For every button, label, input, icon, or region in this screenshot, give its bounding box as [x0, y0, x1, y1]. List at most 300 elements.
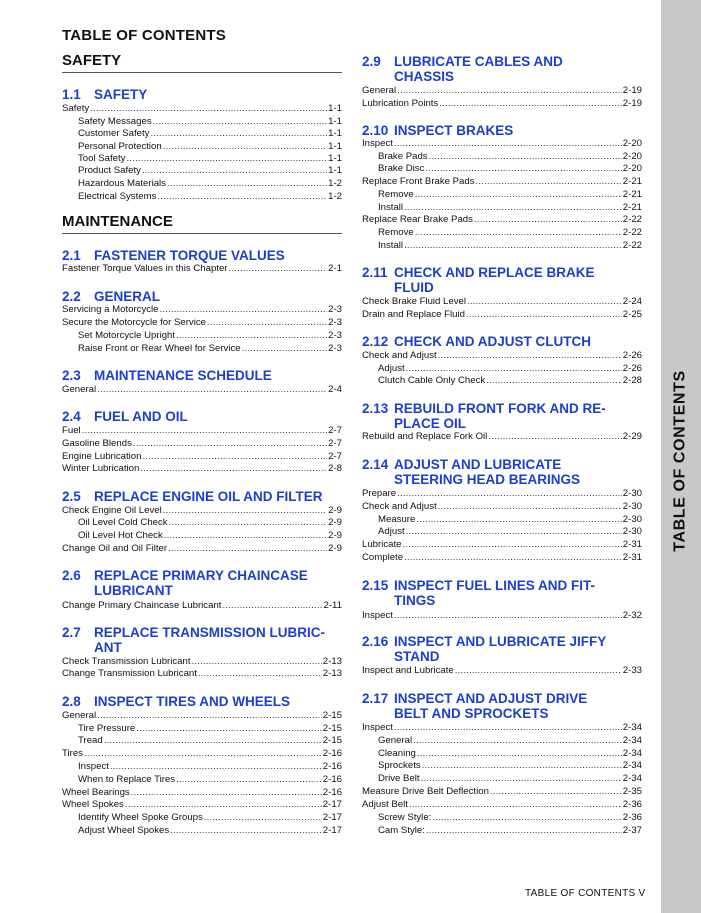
section-title-line: BELT AND SPROCKETS — [394, 706, 549, 721]
toc-page-number: 2-34 — [622, 773, 642, 784]
toc-entry[interactable] — [78, 165, 342, 177]
toc-entry[interactable] — [78, 825, 342, 837]
toc-entry-title: Prepare — [362, 488, 397, 499]
toc-page-number: 2-26 — [622, 350, 642, 361]
toc-entry[interactable] — [378, 163, 642, 175]
toc-entry-title: Lubricate — [362, 539, 402, 550]
toc-page-number: 2-9 — [328, 530, 342, 541]
section-heading[interactable] — [62, 368, 342, 383]
toc-entry[interactable] — [378, 189, 642, 201]
section-heading[interactable] — [362, 634, 642, 664]
toc-entry[interactable] — [62, 799, 342, 811]
dot-leader — [397, 488, 622, 500]
toc-entry[interactable] — [362, 552, 642, 564]
toc-entry-title: Cleaning — [378, 748, 416, 759]
dot-leader — [110, 761, 322, 773]
dot-leader — [157, 191, 327, 203]
toc-entry[interactable] — [62, 451, 342, 463]
section-heading[interactable] — [62, 87, 342, 102]
dot-leader — [466, 309, 622, 321]
toc-page-number: 1-1 — [328, 103, 342, 114]
dot-leader — [416, 514, 621, 526]
dot-leader — [429, 151, 622, 163]
section-number: 2.10 — [362, 123, 389, 138]
toc-entry-title: Inspect — [362, 722, 393, 733]
dot-leader — [126, 153, 327, 165]
toc-entry-title: Clutch Cable Only Check — [378, 375, 486, 386]
section-number: 2.11 — [362, 265, 388, 280]
toc-entry[interactable] — [362, 214, 642, 226]
toc-entry-title: Replace Front Brake Pads — [362, 176, 475, 187]
section-number: 2.7 — [62, 625, 81, 640]
toc-page-number: 2-22 — [622, 240, 642, 251]
toc-entry[interactable] — [362, 176, 642, 188]
toc-page-number: 2-16 — [322, 748, 342, 759]
toc-entry[interactable] — [62, 103, 342, 115]
toc-entry[interactable] — [362, 610, 642, 622]
toc-entry[interactable] — [362, 722, 642, 734]
toc-entry[interactable] — [378, 227, 642, 239]
toc-entry-title: General — [378, 735, 413, 746]
section-heading[interactable] — [62, 409, 342, 424]
dot-leader — [125, 799, 322, 811]
section-title-line: INSPECT AND ADJUST DRIVE — [394, 691, 588, 706]
toc-page-number: 2-15 — [322, 710, 342, 721]
dot-leader — [404, 240, 622, 252]
toc-entry-title: Adjust Belt — [362, 799, 408, 810]
toc-entry-title: General — [362, 85, 397, 96]
toc-page-number: 2-30 — [622, 501, 642, 512]
toc-entry-title: Adjust Wheel Spokes — [78, 825, 170, 836]
toc-entry-title: Sprockets — [378, 760, 421, 771]
section-title-line: FUEL AND OIL — [94, 409, 188, 424]
toc-entry[interactable] — [362, 309, 642, 321]
toc-entry-title: Change Primary Chaincase Lubricant — [62, 600, 222, 611]
toc-page-number: 2-7 — [328, 451, 342, 462]
dot-leader — [192, 656, 322, 668]
toc-page-number: 2-11 — [323, 600, 342, 611]
toc-page-number: 2-20 — [622, 138, 642, 149]
toc-entry-title: Gasoline Blends — [62, 438, 132, 449]
dot-leader — [242, 343, 328, 355]
toc-entry[interactable] — [362, 488, 642, 500]
dot-leader — [207, 317, 327, 329]
section-title-line: CHASSIS — [394, 69, 455, 84]
toc-entry[interactable] — [362, 799, 642, 811]
section-heading[interactable] — [62, 489, 342, 504]
toc-entry[interactable] — [78, 761, 342, 773]
section-heading[interactable] — [362, 578, 642, 608]
section-title-line: STAND — [394, 649, 440, 664]
toc-page-number: 1-1 — [328, 128, 342, 139]
section-heading[interactable] — [62, 289, 342, 304]
toc-page-number: 2-7 — [328, 438, 342, 449]
toc-entry[interactable] — [62, 317, 342, 329]
dot-leader — [142, 165, 327, 177]
section-title-line: REPLACE PRIMARY CHAINCASE — [94, 568, 308, 583]
dot-leader — [402, 539, 621, 551]
toc-page-number: 2-35 — [622, 786, 642, 797]
dot-leader — [163, 505, 327, 517]
dot-leader — [169, 517, 328, 529]
dot-leader — [176, 774, 322, 786]
toc-page-number: 2-9 — [328, 543, 342, 554]
toc-entry-title: Replace Rear Brake Pads — [362, 214, 473, 225]
dot-leader — [164, 530, 327, 542]
toc-entry[interactable] — [78, 774, 342, 786]
toc-entry-title: Personal Protection — [78, 141, 162, 152]
toc-page-number: 2-8 — [328, 463, 342, 474]
toc-entry[interactable] — [378, 773, 642, 785]
toc-entry-title: Check Brake Fluid Level — [362, 296, 466, 307]
section-number: 2.8 — [62, 694, 81, 709]
toc-entry[interactable] — [62, 263, 342, 275]
section-title-line: FLUID — [394, 280, 434, 295]
toc-entry-title: Screw Style: — [378, 812, 432, 823]
dot-leader — [394, 722, 622, 734]
toc-entry[interactable] — [362, 665, 642, 677]
dot-leader — [140, 463, 327, 475]
toc-entry[interactable] — [378, 760, 642, 772]
toc-entry-title: Remove — [378, 189, 414, 200]
toc-entry[interactable] — [62, 543, 342, 555]
toc-entry[interactable] — [362, 786, 642, 798]
dot-leader — [176, 330, 327, 342]
section-number: 2.13 — [362, 401, 389, 416]
toc-entry[interactable] — [378, 812, 642, 824]
toc-page-number: 2-4 — [328, 384, 342, 395]
dot-leader — [421, 773, 622, 785]
toc-page-number: 2-13 — [322, 668, 342, 679]
toc-page-number: 2-16 — [322, 761, 342, 772]
dot-leader — [170, 825, 322, 837]
dot-leader — [417, 748, 622, 760]
toc-entry[interactable] — [362, 138, 642, 150]
toc-entry[interactable] — [378, 363, 642, 375]
toc-entry[interactable] — [62, 748, 342, 760]
toc-entry-title: Winter Lubrication — [62, 463, 140, 474]
dot-leader — [222, 600, 322, 612]
dot-leader — [488, 431, 621, 443]
toc-page-number: 2-29 — [622, 431, 642, 442]
dot-leader — [204, 812, 322, 824]
toc-entry[interactable] — [378, 735, 642, 747]
toc-entry[interactable] — [62, 438, 342, 450]
section-number: 2.2 — [62, 289, 81, 304]
dot-leader — [404, 552, 622, 564]
toc-entry[interactable] — [78, 141, 342, 153]
toc-entry[interactable] — [62, 425, 342, 437]
toc-page-number: 2-22 — [622, 227, 642, 238]
toc-entry[interactable] — [62, 384, 342, 396]
section-title-line: CHECK AND REPLACE BRAKE — [394, 265, 595, 280]
toc-entry-title: Tool Safety — [78, 153, 126, 164]
toc-entry[interactable] — [62, 505, 342, 517]
toc-entry-title: Engine Lubrication — [62, 451, 142, 462]
toc-entry-title: General — [62, 384, 97, 395]
toc-entry-title: Oil Level Hot Check — [78, 530, 163, 541]
toc-entry-title: Electrical Systems — [78, 191, 157, 202]
toc-page-number: 2-28 — [622, 375, 642, 386]
toc-page-number: 2-17 — [322, 799, 342, 810]
toc-page-number: 2-21 — [622, 176, 642, 187]
toc-page-number: 2-7 — [328, 425, 342, 436]
section-heading[interactable] — [362, 265, 642, 295]
section-heading[interactable] — [62, 694, 342, 709]
toc-page-number: 2-17 — [322, 825, 342, 836]
toc-entry-title: Tires — [62, 748, 83, 759]
toc-entry-title: Change Transmission Lubricant — [62, 668, 197, 679]
toc-page-number: 1-2 — [328, 178, 342, 189]
toc-entry[interactable] — [362, 85, 642, 97]
section-number: 2.9 — [362, 54, 381, 69]
toc-entry-title: Safety Messages — [78, 116, 152, 127]
toc-entry-title: Secure the Motorcycle for Service — [62, 317, 206, 328]
section-title-line: REPLACE TRANSMISSION LUBRIC- — [94, 625, 326, 640]
dot-leader — [142, 451, 327, 463]
chapter-heading: SAFETY — [62, 52, 342, 73]
section-title-line: REBUILD FRONT FORK AND RE- — [394, 401, 606, 416]
section-heading[interactable] — [362, 123, 642, 138]
toc-entry-title: Brake Pads — [378, 151, 428, 162]
toc-page-number: 2-33 — [622, 665, 642, 676]
toc-entry[interactable] — [78, 723, 342, 735]
section-number: 1.1 — [62, 87, 81, 102]
section-number: 2.17 — [362, 691, 389, 706]
dot-leader — [438, 501, 622, 513]
toc-entry-title: Measure — [378, 514, 416, 525]
toc-entry[interactable] — [62, 710, 342, 722]
section-heading[interactable] — [62, 625, 342, 655]
toc-page-number: 2-37 — [622, 825, 642, 836]
toc-entry[interactable] — [62, 600, 342, 612]
toc-entry-title: Inspect — [362, 610, 393, 621]
dot-leader — [490, 786, 622, 798]
dot-leader — [432, 812, 621, 824]
toc-entry-title: Identify Wheel Spoke Groups — [78, 812, 203, 823]
section-heading[interactable] — [362, 334, 642, 349]
toc-entry[interactable] — [78, 128, 342, 140]
dot-leader — [168, 543, 327, 555]
section-number: 2.14 — [362, 457, 389, 472]
toc-page-number: 2-22 — [622, 214, 642, 225]
toc-entry[interactable] — [78, 343, 342, 355]
dot-leader — [413, 735, 622, 747]
section-title-line: INSPECT AND LUBRICATE JIFFY — [394, 634, 607, 649]
dot-leader — [397, 85, 622, 97]
dot-leader — [438, 350, 622, 362]
toc-entry-title: Install — [378, 240, 404, 251]
section-title-line: MAINTENANCE SCHEDULE — [94, 368, 272, 383]
toc-entry-title: Measure Drive Belt Deflection — [362, 786, 489, 797]
dot-leader — [153, 116, 328, 128]
toc-entry[interactable] — [62, 304, 342, 316]
dot-leader — [97, 710, 322, 722]
toc-entry-title: Inspect and Lubricate — [362, 665, 454, 676]
toc-entry[interactable] — [362, 539, 642, 551]
dot-leader — [90, 103, 327, 115]
toc-page-number: 1-1 — [328, 153, 342, 164]
toc-entry-title: Raise Front or Rear Wheel for Service — [78, 343, 241, 354]
toc-entry[interactable] — [362, 501, 642, 513]
toc-entry-title: Cam Style: — [378, 825, 425, 836]
toc-page-number: 2-30 — [622, 526, 642, 537]
section-title-line: FASTENER TORQUE VALUES — [94, 248, 285, 263]
toc-page-number: 2-36 — [622, 812, 642, 823]
toc-page-number: 2-31 — [622, 539, 642, 550]
toc-entry-title: Adjust — [378, 363, 405, 374]
toc-entry[interactable] — [362, 431, 642, 443]
toc-page-number: 2-3 — [328, 343, 342, 354]
toc-page-number: 2-3 — [328, 330, 342, 341]
dot-leader — [104, 735, 322, 747]
dot-leader — [415, 227, 622, 239]
section-number: 2.4 — [62, 409, 81, 424]
side-tab-label — [661, 368, 701, 554]
toc-entry-title: Safety — [62, 103, 90, 114]
toc-entry[interactable] — [78, 517, 342, 529]
toc-page-number: 2-30 — [622, 488, 642, 499]
toc-entry-title: Inspect — [78, 761, 109, 772]
toc-page-number: 2-15 — [322, 723, 342, 734]
toc-entry[interactable] — [78, 735, 342, 747]
toc-entry-title: Check and Adjust — [362, 350, 437, 361]
toc-entry-title: Install — [378, 202, 404, 213]
dot-leader — [474, 214, 622, 226]
toc-entry[interactable] — [78, 330, 342, 342]
section-heading[interactable] — [62, 248, 342, 263]
toc-entry-title: Wheel Bearings — [62, 787, 130, 798]
toc-entry-title: Oil Level Cold Check — [78, 517, 168, 528]
toc-entry[interactable] — [378, 240, 642, 252]
toc-page-number: 2-3 — [328, 317, 342, 328]
page-footer: TABLE OF CONTENTS V — [525, 888, 646, 899]
toc-entry[interactable] — [378, 151, 642, 163]
toc-page-number: 2-16 — [322, 787, 342, 798]
toc-page-number: 2-30 — [622, 514, 642, 525]
toc-page-number: 1-1 — [328, 116, 342, 127]
toc-page-number: 2-34 — [622, 760, 642, 771]
section-heading[interactable] — [62, 568, 342, 598]
section-number: 2.15 — [362, 578, 389, 593]
toc-entry-title: Drain and Replace Fluid — [362, 309, 465, 320]
toc-entry[interactable] — [362, 296, 642, 308]
toc-entry-title: Brake Disc — [378, 163, 425, 174]
toc-entry[interactable] — [78, 178, 342, 190]
toc-page-number: 2-36 — [622, 799, 642, 810]
toc-entry[interactable] — [378, 526, 642, 538]
toc-page-number: 2-19 — [622, 98, 642, 109]
dot-leader — [425, 163, 621, 175]
dot-leader — [467, 296, 622, 308]
toc-page-number: 2-17 — [322, 812, 342, 823]
toc-entry[interactable] — [78, 530, 342, 542]
toc-entry[interactable] — [78, 116, 342, 128]
toc-entry[interactable] — [362, 350, 642, 362]
toc-page-number: 2-32 — [622, 610, 642, 621]
toc-entry[interactable] — [378, 825, 642, 837]
dot-leader — [133, 438, 327, 450]
section-title-line: REPLACE ENGINE OIL AND FILTER — [94, 489, 323, 504]
toc-page-number: 2-24 — [622, 296, 642, 307]
toc-page-number: 2-1 — [328, 263, 342, 274]
toc-entry[interactable] — [62, 656, 342, 668]
section-heading[interactable] — [362, 401, 642, 431]
section-number: 2.16 — [362, 634, 389, 649]
toc-entry-title: Rebuild and Replace Fork Oil — [362, 431, 488, 442]
toc-page-number: 1-1 — [328, 165, 342, 176]
toc-page-number: 2-31 — [622, 552, 642, 563]
toc-page-number: 2-21 — [622, 189, 642, 200]
toc-entry-title: Fuel — [62, 425, 81, 436]
toc-entry[interactable] — [78, 191, 342, 203]
section-number: 2.12 — [362, 334, 389, 349]
toc-entry-title: Change Oil and Oil Filter — [62, 543, 168, 554]
toc-entry[interactable] — [378, 748, 642, 760]
toc-page-number: 2-9 — [328, 517, 342, 528]
dot-leader — [229, 263, 328, 275]
dot-leader — [439, 98, 622, 110]
toc-entry[interactable] — [62, 668, 342, 680]
dot-leader — [409, 799, 622, 811]
toc-page-number: 2-15 — [322, 735, 342, 746]
dot-leader — [167, 178, 327, 190]
dot-leader — [394, 138, 622, 150]
toc-entry[interactable] — [378, 514, 642, 526]
dot-leader — [150, 128, 327, 140]
section-title-line: CHECK AND ADJUST CLUTCH — [394, 334, 591, 349]
dot-leader — [394, 610, 622, 622]
toc-entry-title: Tread — [78, 735, 103, 746]
toc-page-number: 2-34 — [622, 748, 642, 759]
section-heading[interactable] — [362, 54, 642, 84]
toc-entry-title: Check Engine Oil Level — [62, 505, 162, 516]
toc-page-number: 2-34 — [622, 735, 642, 746]
section-number: 2.6 — [62, 568, 81, 583]
dot-leader — [163, 141, 327, 153]
toc-entry-title: Drive Belt — [378, 773, 420, 784]
toc-entry[interactable] — [78, 812, 342, 824]
section-number: 2.5 — [62, 489, 81, 504]
section-title-line: ADJUST AND LUBRICATE — [394, 457, 562, 472]
toc-entry[interactable] — [378, 375, 642, 387]
dot-leader — [486, 375, 622, 387]
section-heading[interactable] — [362, 691, 642, 721]
section-title-line: STEERING HEAD BEARINGS — [394, 472, 581, 487]
toc-page-number: 2-20 — [622, 151, 642, 162]
toc-entry-title: When to Replace Tires — [78, 774, 176, 785]
toc-page-number: 2-13 — [322, 656, 342, 667]
toc-page-number: 2-16 — [322, 774, 342, 785]
toc-entry-title: Adjust — [378, 526, 405, 537]
toc-entry[interactable] — [78, 153, 342, 165]
toc-page-number: 2-19 — [622, 85, 642, 96]
toc-entry[interactable] — [378, 202, 642, 214]
dot-leader — [136, 723, 322, 735]
side-tab-text: TABLE OF CONTENTS — [672, 370, 690, 552]
toc-entry[interactable] — [62, 463, 342, 475]
toc-entry-title: Product Safety — [78, 165, 141, 176]
toc-page-number: 2-9 — [328, 505, 342, 516]
toc-page-number: 1-1 — [328, 141, 342, 152]
dot-leader — [426, 825, 622, 837]
toc-entry[interactable] — [362, 98, 642, 110]
dot-leader — [160, 304, 328, 316]
section-heading[interactable] — [362, 457, 642, 487]
dot-leader — [97, 384, 327, 396]
toc-entry[interactable] — [62, 787, 342, 799]
dot-leader — [422, 760, 622, 772]
